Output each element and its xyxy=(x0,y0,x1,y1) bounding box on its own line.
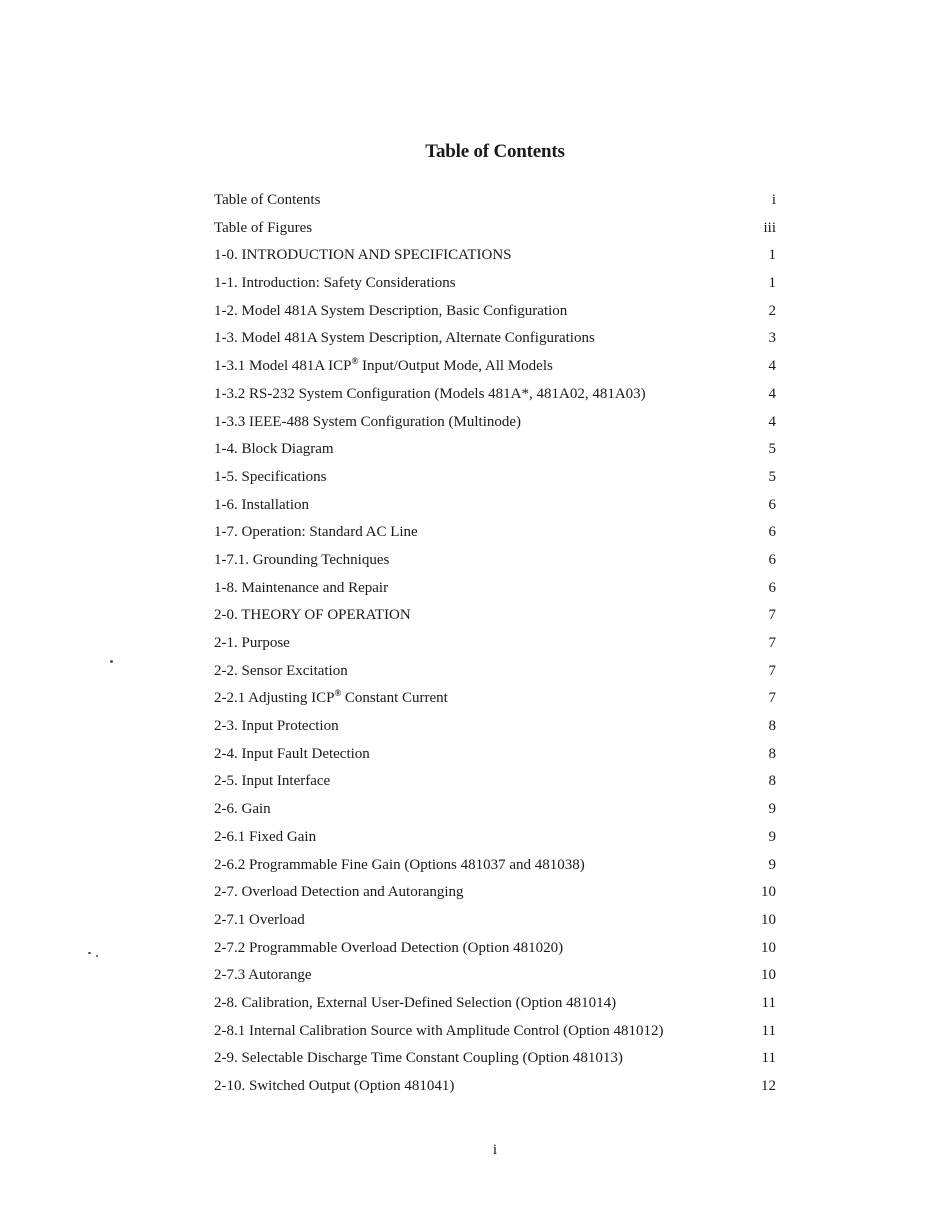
toc-entry-title xyxy=(214,990,616,1018)
toc-entry-title-text: 2-5. Input Interface xyxy=(214,773,331,790)
page-title: Table of Contents xyxy=(425,141,565,162)
toc-entry xyxy=(214,215,776,243)
toc-entry-title xyxy=(214,325,595,353)
toc-entry-title xyxy=(214,935,563,963)
toc-entry-title-text: 1-3. Model 481A System Description, Alternate Configurations xyxy=(214,330,595,347)
toc-entry-title xyxy=(214,298,567,326)
toc-entry xyxy=(214,492,776,520)
toc-entry-title xyxy=(214,575,388,603)
toc-entry-page: 11 xyxy=(761,994,776,1011)
scan-speck xyxy=(88,952,91,954)
toc-entry-page: 8 xyxy=(768,773,776,790)
toc-entry-page: 1 xyxy=(768,275,776,292)
toc-entry xyxy=(214,907,776,935)
toc-entry-title xyxy=(214,187,320,215)
toc-entry-page: 4 xyxy=(768,358,776,375)
toc-entry xyxy=(214,1073,776,1101)
toc-entry-page: 9 xyxy=(768,856,776,873)
toc-entry-page: 2 xyxy=(768,302,776,319)
toc-entry-title xyxy=(214,547,389,575)
toc-entry-title-text: 2-6.1 Fixed Gain xyxy=(214,828,317,845)
toc-entry xyxy=(214,630,776,658)
toc-entry-page: 9 xyxy=(768,801,776,818)
toc-entry xyxy=(214,381,776,409)
toc-entry-title xyxy=(214,824,316,852)
toc-entry xyxy=(214,741,776,769)
toc-entry-title-text: Table of Contents xyxy=(214,192,321,208)
toc-entry-page: 10 xyxy=(761,967,776,984)
toc-entry-page: 6 xyxy=(768,524,776,541)
toc-entry-title xyxy=(214,1073,454,1101)
toc-entry xyxy=(214,962,776,990)
toc-entry xyxy=(214,879,776,907)
toc-entry xyxy=(214,298,776,326)
toc-entry xyxy=(214,464,776,492)
toc-entry xyxy=(214,768,776,796)
toc-entry-title-text: 2-6. Gain xyxy=(214,801,271,818)
toc-entry-page: 5 xyxy=(768,468,776,485)
toc-entry-title xyxy=(214,907,305,935)
toc-entry-title-text: 2-1. Purpose xyxy=(214,635,290,651)
toc-entry-title-text: 1-8. Maintenance and Repair xyxy=(214,579,389,596)
toc-entry-title xyxy=(214,658,348,686)
toc-entry-page: 11 xyxy=(761,1022,776,1039)
toc-entry-page: 5 xyxy=(768,441,776,458)
toc-entry-title xyxy=(214,492,309,520)
toc-entry-title xyxy=(214,409,521,437)
toc-entry-page: 11 xyxy=(761,1050,776,1067)
toc-entry-page: 10 xyxy=(761,911,776,928)
toc-entry xyxy=(214,270,776,298)
toc-entry-page: i xyxy=(771,192,776,208)
toc-entry-title xyxy=(214,519,418,547)
toc-entry-title-text: 1-6. Installation xyxy=(214,496,309,513)
toc-entry-title xyxy=(214,630,290,658)
toc-entry xyxy=(214,242,776,270)
toc-entry-page: 9 xyxy=(768,828,776,845)
toc-entry-title xyxy=(214,685,448,713)
toc-entry-title xyxy=(214,1045,623,1073)
toc-entry-title xyxy=(214,768,330,796)
toc-entry-title-text: 2-7.1 Overload xyxy=(214,911,305,928)
toc-entry-title-text: Input/Output Mode, All Models xyxy=(358,358,553,375)
toc-entry-page: 8 xyxy=(768,745,776,762)
toc-entry xyxy=(214,990,776,1018)
toc-entry xyxy=(214,353,776,381)
toc-entry-title xyxy=(214,602,411,630)
scan-speck xyxy=(110,660,113,663)
toc-entry-page: 7 xyxy=(768,662,776,679)
toc-entry xyxy=(214,1045,776,1073)
toc-entry-title-text: Table of Figures xyxy=(214,219,313,236)
toc-entry xyxy=(214,602,776,630)
toc-entry-title xyxy=(214,353,553,381)
toc-entry-title xyxy=(214,852,585,880)
toc-entry xyxy=(214,685,776,713)
toc-entry-title-text: 2-6.2 Programmable Fine Gain (Options 481037 and 481038) xyxy=(214,856,585,873)
toc-entry-title-text: 2-2. Sensor Excitation xyxy=(214,662,348,679)
toc-entry xyxy=(214,187,776,215)
toc-entry-title-text: 1-7.1. Grounding Techniques xyxy=(214,551,390,568)
toc-entry-page: iii xyxy=(763,219,776,236)
toc-entry-title-text: 1-3.1 Model 481A ICP xyxy=(214,358,352,375)
toc-entry-title-text: 2-9. Selectable Discharge Time Constant Coupling (Option 481013) xyxy=(214,1050,623,1067)
toc-entry-page: 4 xyxy=(768,413,776,430)
toc-entry-page: 7 xyxy=(768,690,776,707)
toc-entry-page: 7 xyxy=(768,635,776,651)
toc-entry xyxy=(214,436,776,464)
toc-entry-title-text: 2-7.3 Autorange xyxy=(214,967,312,984)
toc-entry-page: 4 xyxy=(768,385,776,402)
toc-entry-title xyxy=(214,1018,664,1046)
toc-entry-title-text: 2-3. Input Protection xyxy=(214,718,339,735)
toc-entry-title-text: 2-8. Calibration, External User-Defined Selection (Option 481014) xyxy=(214,994,617,1011)
toc-entry-page: 3 xyxy=(768,330,776,347)
toc-entry-title xyxy=(214,381,646,409)
toc-entry-title-text: 2-2.1 Adjusting ICP xyxy=(214,690,335,707)
toc-entry-title-text: 2-7.2 Programmable Overload Detection (Option 481020) xyxy=(214,939,564,956)
toc-entry xyxy=(214,796,776,824)
toc-entry xyxy=(214,824,776,852)
registered-mark: ® xyxy=(351,356,359,367)
toc-entry-title-text: 2-7. Overload Detection and Autoranging xyxy=(214,884,464,901)
toc-entry-title xyxy=(214,962,311,990)
toc-entry-title xyxy=(214,270,456,298)
toc-entry-title xyxy=(214,242,512,270)
toc-entry-page: 6 xyxy=(768,551,776,568)
toc-entry-title xyxy=(214,879,464,907)
toc-entry-title-text: 1-3.2 RS-232 System Configuration (Models 481A*, 481A02, 481A03) xyxy=(214,385,646,402)
toc-entry-title-text: 2-4. Input Fault Detection xyxy=(214,745,370,762)
toc-entry-page: 10 xyxy=(761,939,776,956)
toc-entry-title-text: 1-7. Operation: Standard AC Line xyxy=(214,524,418,541)
toc-entry-page: 6 xyxy=(768,496,776,513)
footer-page-number: i xyxy=(492,1142,498,1158)
toc-entry-page: 8 xyxy=(768,718,776,735)
toc-entry-page: 12 xyxy=(761,1078,776,1094)
toc-entry xyxy=(214,658,776,686)
toc-entry-title-text: 2-8.1 Internal Calibration Source with Amplitude Control (Option 481012) xyxy=(214,1022,664,1039)
registered-mark: ® xyxy=(334,688,342,699)
toc-entry-title-text: 1-5. Specifications xyxy=(214,468,327,485)
toc-entry-page: 10 xyxy=(761,884,776,901)
toc-entry xyxy=(214,409,776,437)
toc-entry-page: 6 xyxy=(768,579,776,596)
toc-entry xyxy=(214,325,776,353)
toc-entry-title xyxy=(214,464,326,492)
toc-entry-page: 7 xyxy=(768,607,776,624)
toc-entry-title-text: 2-10. Switched Output (Option 481041) xyxy=(214,1078,455,1094)
toc-entry-title xyxy=(214,741,370,769)
toc-entry-page: 1 xyxy=(768,247,776,264)
toc-entry-title xyxy=(214,436,334,464)
toc-entry-title-text: 1-3.3 IEEE-488 System Configuration (Multinode) xyxy=(214,413,522,430)
table-of-contents xyxy=(214,187,776,1101)
toc-entry xyxy=(214,1018,776,1046)
toc-entry xyxy=(214,547,776,575)
toc-entry-title-text: 1-4. Block Diagram xyxy=(214,441,334,458)
scan-speck xyxy=(96,955,98,957)
toc-entry-title xyxy=(214,215,312,243)
toc-entry xyxy=(214,575,776,603)
toc-entry xyxy=(214,713,776,741)
toc-entry-title-text: 2-0. THEORY OF OPERATION xyxy=(214,607,411,624)
toc-entry-title-text: 1-1. Introduction: Safety Considerations xyxy=(214,275,456,292)
toc-entry xyxy=(214,935,776,963)
toc-entry-title-text: 1-0. INTRODUCTION AND SPECIFICATIONS xyxy=(214,247,512,264)
toc-entry xyxy=(214,852,776,880)
toc-entry-title xyxy=(214,796,271,824)
toc-entry-title xyxy=(214,713,339,741)
toc-entry-title-text: 1-2. Model 481A System Description, Basic Configuration xyxy=(214,302,568,319)
toc-entry xyxy=(214,519,776,547)
toc-entry-title-text: Constant Current xyxy=(341,690,448,707)
